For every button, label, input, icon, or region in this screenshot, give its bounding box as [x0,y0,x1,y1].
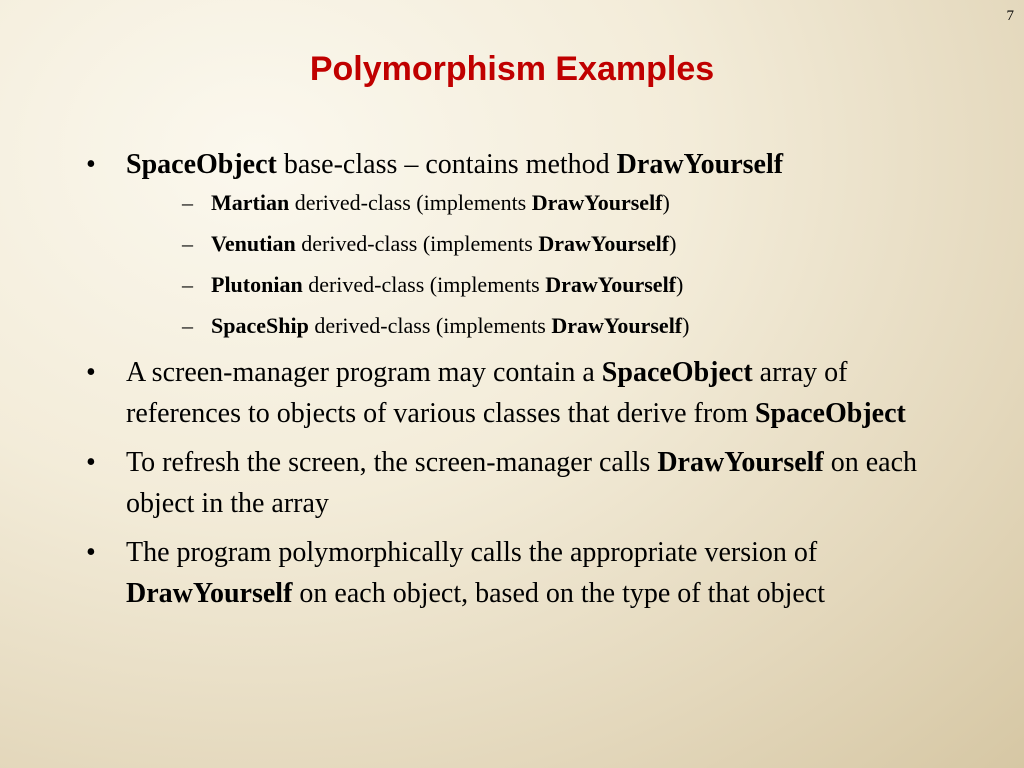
bullet-text [126,357,906,429]
sub-bullet-text [211,231,676,256]
slide-title: Polymorphism Examples [309,50,715,88]
bold-term: SpaceObject [126,149,277,180]
bullet-item [86,442,946,524]
bold-term: DrawYourself [538,231,670,256]
text-run: ) [662,190,670,215]
bullet-list [86,144,946,622]
text-run: derived-class (implements [289,190,532,215]
sub-bullet-item [126,188,946,218]
bullet-text [126,537,825,609]
text-run: To refresh the screen, the screen-manager calls [126,447,658,478]
text-run: ) [676,272,684,297]
bold-term: SpaceShip [211,313,309,338]
text-run: on each object, based on the type of that object [292,578,826,609]
text-run: derived-class (implements [308,313,552,338]
sub-bullet-item [126,311,946,341]
bullet-item [86,144,946,341]
text-run: array of references to objects of various classes that derive from [126,357,848,429]
bullet-marker: • [86,149,96,180]
text-run: ) [682,313,690,338]
sub-bullet-marker: – [182,190,193,215]
text-run: on each object in the array [126,447,918,519]
sub-bullet-marker: – [182,313,193,338]
sub-bullet-item [126,229,946,259]
bullet-marker: • [86,537,96,568]
sub-bullet-item [126,270,946,300]
bold-term: Martian [211,190,290,215]
bold-term: Venutian [211,231,296,256]
text-run: A screen-manager program may contain a [126,357,602,388]
sub-bullet-text [211,190,670,215]
text-run: derived-class (implements [302,272,546,297]
bullet-marker: • [86,357,96,388]
text-run: derived-class (implements [295,231,539,256]
text-run: base-class – contains method [276,149,617,180]
bold-term: SpaceObject [754,398,906,429]
bold-term: Plutonian [211,272,303,297]
bullet-text [126,447,917,519]
sub-bullet-marker: – [182,231,193,256]
slide-number: 7 [1006,8,1014,24]
text-run: ) [669,231,677,256]
bold-term: DrawYourself [531,190,663,215]
bullet-text [126,149,783,180]
bold-term: DrawYourself [657,447,824,478]
sub-bullet-list [126,188,946,341]
bold-term: DrawYourself [616,149,784,180]
bold-term: DrawYourself [551,313,683,338]
bullet-item [86,352,946,434]
sub-bullet-text [211,313,689,338]
sub-bullet-text [211,272,683,297]
bullet-item [86,532,946,614]
bold-term: DrawYourself [126,578,293,609]
bold-term: SpaceObject [601,357,753,388]
bold-term: DrawYourself [545,272,677,297]
sub-bullet-marker: – [182,272,193,297]
bullet-marker: • [86,447,96,478]
text-run: The program polymorphically calls the appropriate version of [126,537,818,568]
